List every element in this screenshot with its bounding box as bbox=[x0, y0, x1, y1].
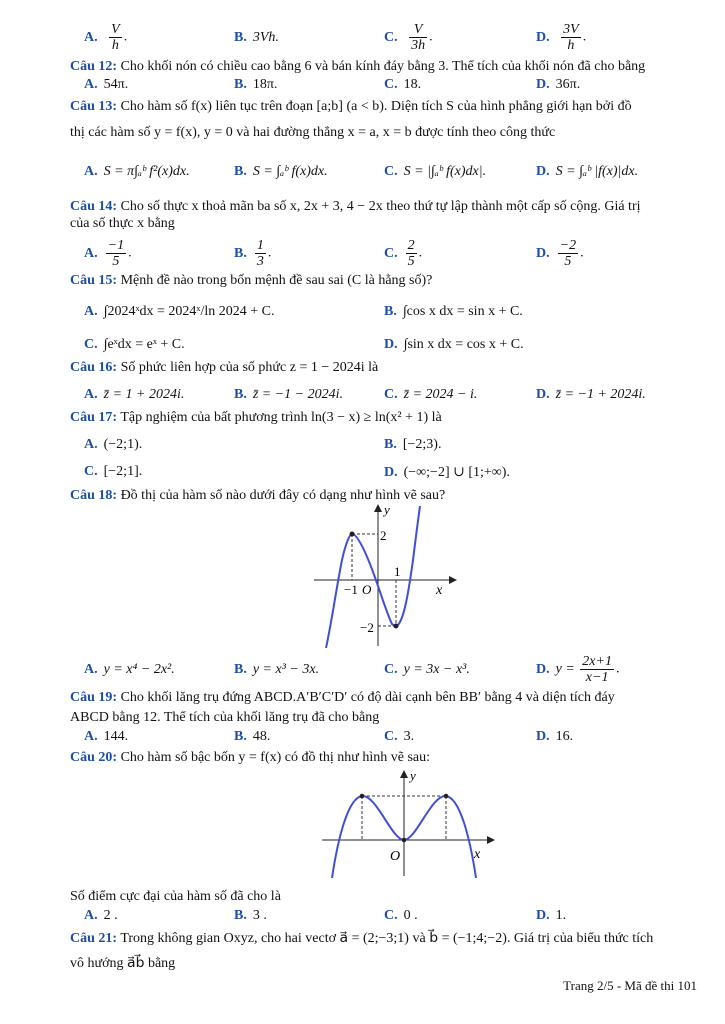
q18-origin: O bbox=[362, 582, 372, 597]
question-19-line2: ABCD bằng 12. Thể tích của khối lăng trụ đã cho bằng bbox=[70, 710, 380, 725]
question-17: Câu 17: Tập nghiệm của bất phương trình ln(3 − x) ≥ ln(x² + 1) là bbox=[70, 410, 442, 425]
q12-option-c: C. 18. bbox=[384, 77, 422, 92]
q13-option-b: B. S = ∫ₐᵇ f(x)dx. bbox=[234, 164, 328, 179]
q18-option-d: D. y = $\frac{2x+1}{x-1}$ . bbox=[536, 654, 620, 685]
question-18: Câu 18: Đồ thị của hàm số nào dưới đây có dạng như hình vẽ sau? bbox=[70, 488, 446, 503]
q12-option-a: A. 54π. bbox=[84, 77, 129, 92]
q18-tick-2: 2 bbox=[380, 528, 387, 543]
q18-tick-m2: −2 bbox=[360, 620, 374, 635]
q18-tick-1: 1 bbox=[394, 564, 401, 579]
question-21: Câu 21: Trong không gian Oxyz, cho hai vectơ a⃗ = (2;−3;1) và b⃗ = (−1;4;−2). Giá trị của biểu thức tích bbox=[70, 931, 654, 946]
q18-option-b: B. y = x³ − 3x. bbox=[234, 662, 320, 677]
q18-graph bbox=[300, 500, 460, 648]
question-16: Câu 16: Số phức liên hợp của số phức z = 1 − 2024i là bbox=[70, 360, 379, 375]
q20-x-label: x bbox=[474, 847, 481, 862]
q16-option-b: B. z̄ = −1 − 2024i. bbox=[234, 387, 344, 402]
question-15: Câu 15: Mệnh đề nào trong bốn mệnh đề sau sai (C là hằng số)? bbox=[70, 273, 433, 288]
q11-option-c: C. $\frac{V}{3h}$ . bbox=[384, 22, 433, 53]
q18-option-c: C. y = 3x − x³. bbox=[384, 662, 470, 677]
q13-option-d: D. S = ∫ₐᵇ |f(x)|dx. bbox=[536, 164, 639, 179]
question-20-line2: Số điểm cực đại của hàm số đã cho là bbox=[70, 889, 281, 904]
q13-option-a: A. S = π∫ₐᵇ f²(x)dx. bbox=[84, 164, 190, 179]
page-footer: Trang 2/5 - Mã đề thi 101 bbox=[563, 978, 697, 993]
q13-option-c: C. S = |∫ₐᵇ f(x)dx|. bbox=[384, 164, 487, 179]
q14-option-c: C. $\frac{2}{5}$ . bbox=[384, 238, 423, 269]
q14-option-a: A. $\frac{-1}{5}$ . bbox=[84, 238, 132, 269]
q14-option-d: D. $\frac{-2}{5}$ . bbox=[536, 238, 584, 269]
q18-option-a: A. y = x⁴ − 2x². bbox=[84, 662, 175, 677]
q18-min-point bbox=[394, 624, 399, 629]
q19-option-d: D. 16. bbox=[536, 729, 574, 744]
q15-option-c: C. ∫eˣdx = eˣ + C. bbox=[84, 337, 185, 352]
q18-tick-m1: −1 bbox=[344, 582, 358, 597]
q19-option-b: B. 48. bbox=[234, 729, 271, 744]
q16-option-a: A. z̄ = 1 + 2024i. bbox=[84, 387, 185, 402]
q11-option-a: A. $\frac{V}{h}$ . bbox=[84, 22, 128, 53]
q15-option-d: D. ∫sin x dx = cos x + C. bbox=[384, 337, 524, 352]
question-13-line2: thị các hàm số y = f(x), y = 0 và hai đường thẳng x = a, x = b được tính theo công thức bbox=[70, 125, 556, 140]
question-13: Câu 13: Cho hàm số f(x) liên tục trên đoạn [a;b] (a < b). Diện tích S của hình phẳng giới hạn bởi đồ bbox=[70, 99, 632, 114]
q20-origin: O bbox=[390, 849, 401, 864]
q20-option-d: D. 1. bbox=[536, 908, 567, 923]
q20-option-b: B. 3 . bbox=[234, 908, 267, 923]
q20-max-point-left bbox=[360, 794, 365, 799]
q19-option-a: A. 144. bbox=[84, 729, 129, 744]
q19-option-c: C. 3. bbox=[384, 729, 415, 744]
q18-y-label: y bbox=[384, 502, 390, 517]
q20-graph bbox=[318, 768, 496, 880]
question-19: Câu 19: Cho khối lăng trụ đứng ABCD.A′B′C′D′ có độ dài cạnh bên BB′ bằng 4 và diện tích đáy bbox=[70, 690, 615, 705]
q20-min-point bbox=[402, 838, 407, 843]
q14-option-b: B. $\frac{1}{3}$ . bbox=[234, 238, 272, 269]
q20-y-label: y bbox=[410, 768, 416, 783]
q11-option-b: B. 3Vh. bbox=[234, 30, 279, 45]
q18-max-point bbox=[350, 532, 355, 537]
question-12: Câu 12: Cho khối nón có chiều cao bằng 6 và bán kính đáy bằng 3. Thể tích của khối nón đã cho bằng bbox=[70, 59, 646, 74]
q16-option-d: D. z̄ = −1 + 2024i. bbox=[536, 387, 646, 402]
q11-option-d: D. $\frac{3V}{h}$ . bbox=[536, 22, 587, 53]
q18-x-label: x bbox=[436, 583, 443, 598]
question-20: Câu 20: Cho hàm số bậc bốn y = f(x) có đồ thị như hình vẽ sau: bbox=[70, 750, 430, 765]
q16-option-c: C. z̄ = 2024 − i. bbox=[384, 387, 478, 402]
q12-option-b: B. 18π. bbox=[234, 77, 278, 92]
question-21-line2: vô hướng a⃗b⃗ bằng bbox=[70, 956, 176, 971]
q20-max-point-right bbox=[444, 794, 449, 799]
question-14: Câu 14: Cho số thực x thoả mãn ba số x, 2x + 3, 4 − 2x theo thứ tự lập thành một cấp số cộng. Giá trị bbox=[70, 199, 641, 214]
q20-option-a: A. 2 . bbox=[84, 908, 118, 923]
q17-option-d: D. (−∞;−2] ∪ [1;+∞). bbox=[384, 465, 510, 480]
q15-option-b: B. ∫cos x dx = sin x + C. bbox=[384, 304, 523, 319]
question-14-line2: của số thực x bằng bbox=[70, 216, 175, 231]
q17-option-c: C. [−2;1]. bbox=[84, 464, 143, 479]
q17-option-a: A. (−2;1). bbox=[84, 437, 143, 452]
q12-option-d: D. 36π. bbox=[536, 77, 581, 92]
q15-option-a: A. ∫2024ˣdx = 2024ˣ/ln 2024 + C. bbox=[84, 304, 275, 319]
q20-option-c: C. 0 . bbox=[384, 908, 418, 923]
q17-option-b: B. [−2;3). bbox=[384, 437, 442, 452]
